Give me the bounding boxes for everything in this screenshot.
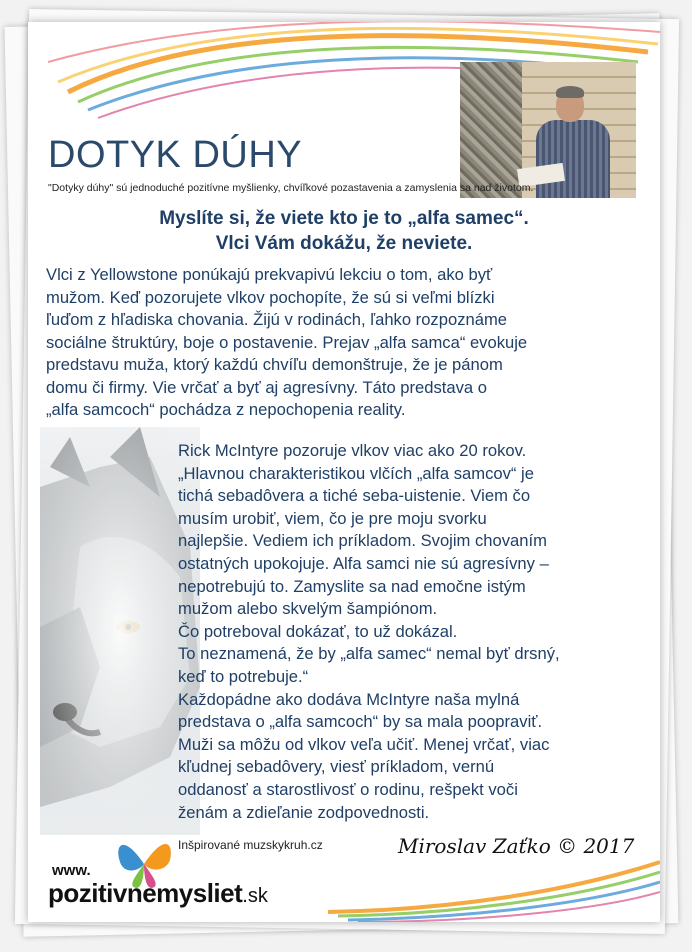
author-photo bbox=[460, 62, 636, 198]
text-line: Rick McIntyre pozoruje vlkov viac ako 20 rokov. bbox=[178, 441, 527, 460]
stone-wall bbox=[460, 62, 522, 198]
headline bbox=[28, 206, 660, 256]
text-line: sociálne štruktúry, boje o postavenie. Prejav „alfa samca“ evokuje bbox=[46, 332, 528, 352]
logo-name: pozitivnemysliet bbox=[48, 878, 243, 908]
headline-line-2: Vlci Vám dokážu, že neviete. bbox=[215, 233, 473, 254]
headline-line-1: Myslíte si, že viete kto je to „alfa samec“. bbox=[159, 208, 529, 229]
text-line: tichá sebadôvera a tiché seba-uistenie. Viem čo bbox=[178, 486, 531, 506]
text-line: ženám a zdieľanie zodpovednosti. bbox=[178, 802, 430, 822]
text-line: nepotrebujú to. Zamyslite sa nad emočne istým bbox=[178, 576, 526, 596]
text-line: predstava o „alfa samcoch“ by sa mala poopraviť. bbox=[178, 712, 543, 732]
text-line: „Hlavnou charakteristikou vlčích „alfa samcov“ je bbox=[178, 463, 534, 483]
text-line: To neznamená, že by „alfa samec“ nemal byť drsný, bbox=[178, 644, 560, 664]
paragraph-intro bbox=[46, 264, 646, 422]
text-line: najlepšie. Vediem ich príkladom. Svojim chovaním bbox=[178, 531, 547, 551]
wolf-image bbox=[40, 427, 200, 835]
rainbow-swoosh-bottom bbox=[28, 852, 660, 922]
text-line: ľuďom z hľadiska chovania. Žijú v rodinách, ľahko rozpoznáme bbox=[46, 310, 507, 329]
text-line: mužom alebo skvelým šampiónom. bbox=[178, 599, 438, 619]
tagline: "Dotyky dúhy" sú jednoduché pozitívne myšlienky, chvíľkové pozastavenia a zamyslenia sa nad životom. bbox=[48, 182, 534, 194]
text-line: predstavu muža, ktorý každú chvíľu demonštruje, že je pánom bbox=[46, 355, 503, 374]
text-line: Vlci z Yellowstone ponúkajú prekvapivú lekciu o tom, ako byť bbox=[46, 265, 493, 284]
text-line: mužom. Keď pozorujete vlkov pochopíte, že sú si veľmi blízki bbox=[46, 287, 495, 307]
text-line: keď to potrebuje.“ bbox=[178, 666, 309, 686]
text-line: Čo potreboval dokázať, to už dokázal. bbox=[178, 621, 458, 641]
text-line: kľudnej sebadôvery, viesť príkladom, vernú bbox=[178, 757, 495, 777]
page-title: DOTYK DÚHY bbox=[48, 134, 303, 176]
man-hair bbox=[556, 86, 584, 98]
text-line: Každopádne ako dodáva McIntyre naša mylná bbox=[178, 689, 520, 709]
logo-tld: .sk bbox=[242, 885, 268, 907]
text-line: domu či firmy. Vie vrčať a byť aj agresívny. Táto predstava o bbox=[46, 377, 487, 397]
paragraph-mcintyre bbox=[178, 440, 658, 824]
text-line: ostatných upokojuje. Alfa samci nie sú agresívny – bbox=[178, 553, 549, 573]
text-line: „alfa samcoch“ pochádza z nepochopenia reality. bbox=[46, 400, 406, 419]
inspiration-credit: Inšpirované muzskykruh.cz bbox=[178, 838, 323, 852]
text-line: Muži sa môžu od vlkov veľa učiť. Menej vrčať, viac bbox=[178, 734, 550, 754]
text-line: musím urobiť, viem, čo je pre moju svorku bbox=[178, 508, 487, 528]
wolf-illustration bbox=[40, 427, 200, 835]
text-line: oddanosť a starostlivosť o rodinu, rešpekt voči bbox=[178, 779, 518, 799]
author-signature: Miroslav Zaťko © 2017 bbox=[398, 834, 635, 858]
logo-www: www. bbox=[52, 862, 91, 879]
card bbox=[28, 22, 660, 922]
